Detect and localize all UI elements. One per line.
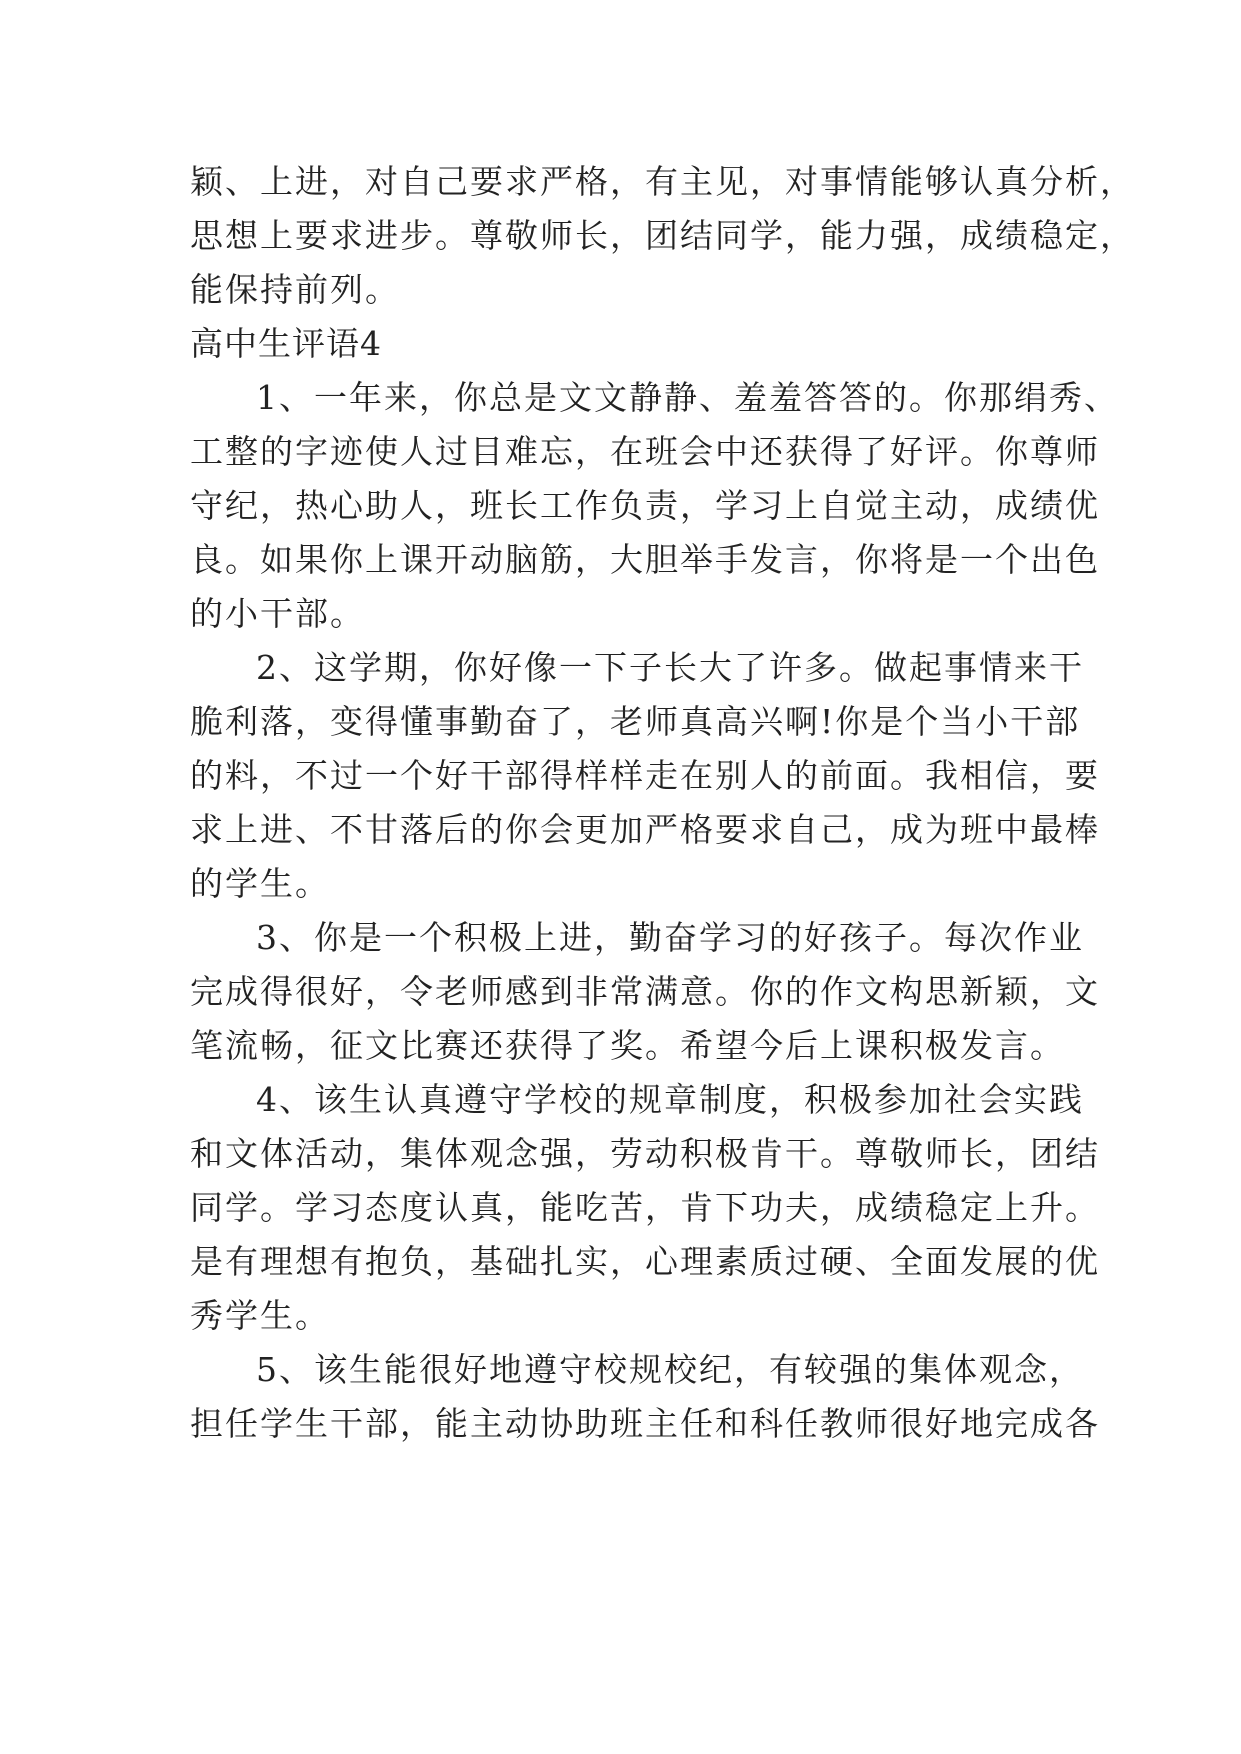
text-line: 是有理想有抱负，基础扎实，心理素质过硬、全面发展的优: [190, 1242, 1100, 1281]
text-line: 的料，不过一个好干部得样样走在别人的前面。我相信，要: [190, 756, 1100, 795]
document-body: [190, 155, 1135, 1451]
text-line: 秀学生。: [190, 1296, 330, 1335]
text-line: 工整的字迹使人过目难忘，在班会中还获得了好评。你尊师: [190, 432, 1100, 471]
text-line: 笔流畅，征文比赛还获得了奖。希望今后上课积极发言。: [190, 1026, 1065, 1065]
text-line: 良。如果你上课开动脑筋，大胆举手发言，你将是一个出色: [190, 540, 1100, 579]
text-line: 同学。学习态度认真，能吃苦，肯下功夫，成绩稳定上升。: [190, 1188, 1100, 1227]
text-line: 1、一年来，你总是文文静静、羞羞答答的。你那绢秀、: [256, 378, 1119, 417]
text-line: 脆利落，变得懂事勤奋了，老师真高兴啊!你是个当小干部: [190, 702, 1081, 741]
text-line: 2、这学期，你好像一下子长大了许多。做起事情来干: [256, 648, 1084, 687]
text-line: 颖、上进，对自己要求严格，有主见，对事情能够认真分析，: [190, 162, 1135, 201]
text-line: 5、该生能很好地遵守校规校纪，有较强的集体观念，: [256, 1350, 1084, 1389]
text-line: 求上进、不甘落后的你会更加严格要求自己，成为班中最棒: [190, 810, 1100, 849]
text-line: 的学生。: [190, 864, 330, 903]
text-line: 担任学生干部，能主动协助班主任和科任教师很好地完成各: [190, 1404, 1100, 1443]
text-line: 能保持前列。: [190, 270, 400, 309]
section-title: 高中生评语4: [190, 324, 382, 363]
text-line: 守纪，热心助人，班长工作负责，学习上自觉主动，成绩优: [190, 486, 1100, 525]
text-line: 完成得很好，令老师感到非常满意。你的作文构思新颖，文: [190, 972, 1100, 1011]
paragraph-1: [190, 371, 1119, 641]
text-line: 3、你是一个积极上进，勤奋学习的好孩子。每次作业: [256, 918, 1084, 957]
text-line: 4、该生认真遵守学校的规章制度，积极参加社会实践: [256, 1080, 1084, 1119]
text-line: 和文体活动，集体观念强，劳动积极肯干。尊敬师长，团结: [190, 1134, 1100, 1173]
text-line: 的小干部。: [190, 594, 365, 633]
paragraph-2: [190, 641, 1100, 911]
paragraph-4: [190, 1073, 1100, 1343]
paragraph-3: [190, 911, 1100, 1073]
text-line: 思想上要求进步。尊敬师长，团结同学，能力强，成绩稳定，: [190, 216, 1135, 255]
paragraph-5: [190, 1343, 1100, 1451]
